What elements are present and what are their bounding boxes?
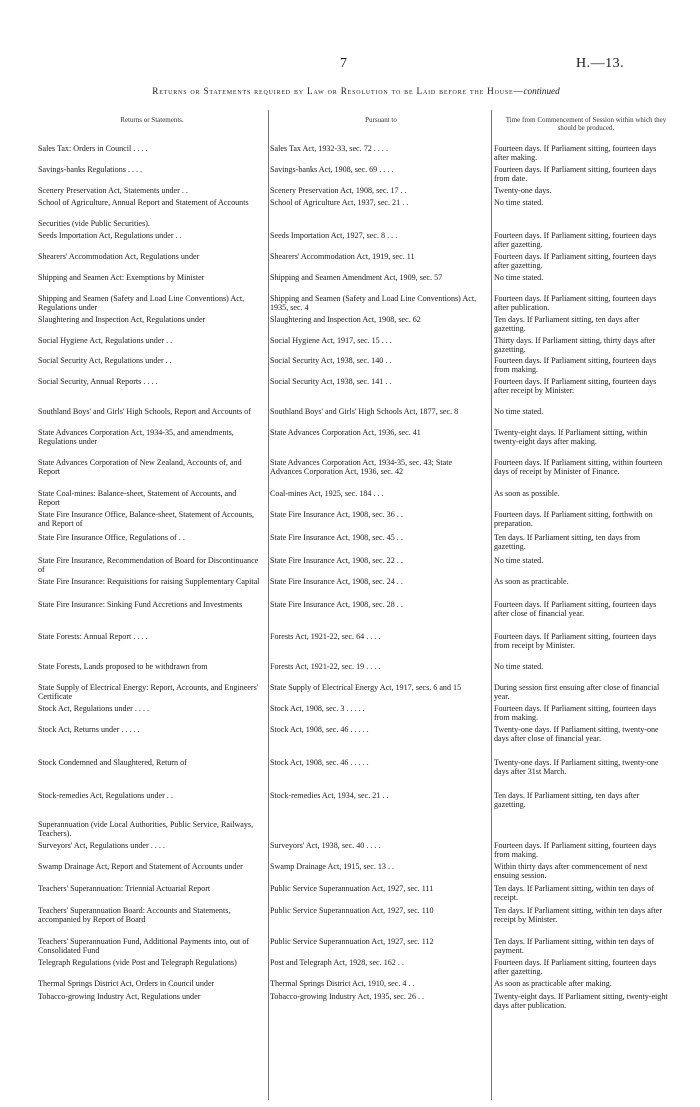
cell-pursuant-to: Public Service Superannuation Act, 1927, sec. 112 <box>270 937 434 947</box>
cell-time-limit: Fourteen days. If Parliament sitting, within fourteen days of receipt by Minister of Finance. <box>494 458 663 477</box>
cell-return: Thermal Springs District Act, Orders in Council under <box>38 979 215 989</box>
table-row <box>38 705 678 723</box>
cell-return: Southland Boys' and Girls' High Schools, Report and Accounts of <box>38 407 251 417</box>
cell-pursuant-to: Stock Act, 1908, sec. 46 . . . . . <box>270 725 369 735</box>
table-row <box>38 166 678 184</box>
cell-pursuant-to <box>266 821 488 839</box>
cell-pursuant-to <box>266 220 488 229</box>
table-row <box>38 232 678 250</box>
table-row <box>38 993 678 1021</box>
table-row <box>38 578 678 598</box>
cell-time-limit: Ten days. If Parliament sitting, ten days after gazetting. <box>494 314 640 333</box>
cell-pursuant-to: State Advances Corporation Act, 1936, sec. 41 <box>270 428 421 438</box>
title-continued: continued <box>523 86 560 96</box>
table-row <box>38 187 678 196</box>
cell-return: Stock Act, Regulations under . . . . <box>38 704 150 714</box>
table-row <box>38 220 678 229</box>
cell-return: Savings-banks Regulations . . . . <box>38 164 143 174</box>
cell-time-limit: Ten days. If Parliament sitting, within ten days of receipt. <box>494 884 654 903</box>
table-row <box>38 511 678 531</box>
table-row <box>38 490 678 508</box>
cell-return: Teachers' Superannuation: Triennial Actuarial Report <box>38 884 211 894</box>
cell-time-limit: Ten days. If Parliament sitting, within ten days after receipt by Minister. <box>494 906 663 925</box>
table-row <box>38 253 678 271</box>
cell-time-limit <box>488 220 676 229</box>
table-row <box>38 337 678 355</box>
table-row <box>38 842 678 860</box>
cell-time-limit: Fourteen days. If Parliament sitting, forthwith on preparation. <box>494 510 653 529</box>
cell-return: Securities (vide Public Securities). <box>38 218 150 228</box>
cell-time-limit <box>488 821 676 839</box>
cell-return: State Forests: Annual Report . . . . <box>38 632 148 642</box>
table-row <box>38 959 678 977</box>
table-row <box>38 357 678 375</box>
cell-return: Stock Act, Returns under . . . . . <box>38 725 140 735</box>
cell-pursuant-to: Stock Act, 1908, sec. 46 . . . . . <box>270 758 369 768</box>
cell-pursuant-to: Shipping and Seamen (Safety and Load Line Conventions) Act, 1935, sec. 4 <box>270 293 477 312</box>
cell-time-limit: Fourteen days. If Parliament sitting, fourteen days after making. <box>494 144 657 162</box>
cell-time-limit: Twenty-eight days. If Parliament sitting, twenty-eight days after publication. <box>494 992 668 1011</box>
cell-time-limit: No time stated. <box>494 197 544 207</box>
cell-pursuant-to: State Fire Insurance Act, 1908, sec. 22 . . <box>270 556 403 566</box>
table-row <box>38 378 678 405</box>
cell-time-limit: Twenty-one days. If Parliament sitting, twenty-one days after 31st March. <box>494 758 659 777</box>
cell-return: State Fire Insurance Office, Balance-sheet, Statement of Accounts, and Report of <box>38 510 255 529</box>
column-header-pursuant: Pursuant to <box>365 116 397 124</box>
table-row <box>38 938 678 956</box>
cell-time-limit: Thirty days. If Parliament sitting, thirty days after gazetting. <box>494 335 656 354</box>
cell-pursuant-to: State Fire Insurance Act, 1908, sec. 28 . . <box>270 600 403 610</box>
cell-pursuant-to: Swamp Drainage Act, 1915, sec. 13 . . <box>270 862 395 872</box>
cell-time-limit: Fourteen days. If Parliament sitting, fourteen days from receipt by Minister. <box>494 632 657 651</box>
cell-return: Shearers' Accommodation Act, Regulations under <box>38 251 200 261</box>
table-row <box>38 684 678 702</box>
cell-pursuant-to: Seeds Importation Act, 1927, sec. 8 . . . <box>270 230 398 240</box>
page-title: Returns or Statements required by Law or Resolution to be Laid before the House—continued <box>152 86 560 96</box>
cell-return: Social Security, Annual Reports . . . . <box>38 377 158 387</box>
cell-return: State Forests, Lands proposed to be withdrawn from <box>38 662 208 672</box>
cell-return: Shipping and Seamen (Safety and Load Line Conventions) Act, Regulations under <box>38 293 245 312</box>
table-row <box>38 429 678 456</box>
document-reference: H.—13. <box>576 56 625 71</box>
cell-pursuant-to: Tobacco-growing Industry Act, 1935, sec. 26 . . <box>270 992 425 1002</box>
table-row <box>38 759 678 789</box>
cell-time-limit: Fourteen days. If Parliament sitting, fourteen days from making. <box>494 356 657 375</box>
cell-time-limit: Fourteen days. If Parliament sitting, fourteen days after gazetting. <box>494 230 657 249</box>
cell-pursuant-to: Social Hygiene Act, 1917, sec. 15 . . . <box>270 335 392 345</box>
cell-return: Sales Tax: Orders in Council . . . . <box>38 144 148 153</box>
cell-return: State Fire Insurance Office, Regulations of . . <box>38 533 185 543</box>
cell-pursuant-to: State Fire Insurance Act, 1908, sec. 45 . . <box>270 533 403 543</box>
cell-return: Swamp Drainage Act, Report and Statement of Accounts under <box>38 862 243 872</box>
table-row <box>38 145 678 163</box>
table-row <box>38 907 678 935</box>
cell-return: State Fire Insurance: Sinking Fund Accretions and Investments <box>38 600 243 610</box>
cell-return: State Fire Insurance, Recommendation of Board for Discontinuance of <box>38 556 259 575</box>
cell-return: State Supply of Electrical Energy: Report, Accounts, and Engineers' Certificate <box>38 683 259 702</box>
cell-return: State Coal-mines: Balance-sheet, Statement of Accounts, and Report <box>38 489 237 508</box>
cell-pursuant-to: State Fire Insurance Act, 1908, sec. 36 . . <box>270 510 403 520</box>
cell-return: Stock-remedies Act, Regulations under . . <box>38 791 173 801</box>
table-row <box>38 295 678 313</box>
cell-return: Tobacco-growing Industry Act, Regulations under <box>38 992 201 1002</box>
cell-pursuant-to: Public Service Superannuation Act, 1927, sec. 110 <box>270 906 434 916</box>
cell-time-limit: Fourteen days. If Parliament sitting, fourteen days after gazetting. <box>494 251 657 270</box>
table-row <box>38 534 678 554</box>
title-text: Returns or Statements required by Law or Resolution to be Laid before the House <box>152 86 514 96</box>
cell-time-limit: No time stated. <box>494 407 544 417</box>
table-row <box>38 863 678 882</box>
table-row <box>38 274 678 292</box>
cell-return: Seeds Importation Act, Regulations under . . <box>38 230 182 240</box>
cell-pursuant-to: Post and Telegraph Act, 1928, sec. 162 . . <box>270 958 404 968</box>
table-row <box>38 792 678 818</box>
cell-return: Social Security Act, Regulations under . . <box>38 356 172 366</box>
cell-time-limit: Ten days. If Parliament sitting, within ten days of payment. <box>494 937 654 956</box>
cell-time-limit: Within thirty days after commencement of next ensuing session. <box>494 862 648 881</box>
cell-return: Teachers' Superannuation Fund, Additional Payments into, out of Consolidated Fund <box>38 937 250 956</box>
cell-time-limit: No time stated. <box>494 556 544 566</box>
cell-pursuant-to: Social Security Act, 1938, sec. 140 . . <box>270 356 392 366</box>
cell-time-limit: During session first ensuing after close of financial year. <box>494 683 660 702</box>
cell-time-limit: Fourteen days. If Parliament sitting, fourteen days from date. <box>494 164 657 183</box>
cell-time-limit: Fourteen days. If Parliament sitting, fourteen days after close of financial year. <box>494 600 657 619</box>
cell-pursuant-to: Sales Tax Act, 1932-33, sec. 72 . . . . <box>270 144 388 153</box>
table-row <box>38 726 678 756</box>
cell-return: Teachers' Superannuation Board: Accounts and Statements, accompanied by Report of Board <box>38 906 231 925</box>
table-row <box>38 663 678 681</box>
table-row <box>38 459 678 487</box>
cell-return: Social Hygiene Act, Regulations under . . <box>38 335 173 345</box>
table-row <box>38 885 678 904</box>
cell-time-limit: Fourteen days. If Parliament sitting, fourteen days after receipt by Minister. <box>494 377 657 396</box>
cell-time-limit: Fourteen days. If Parliament sitting, fourteen days after publication. <box>494 293 657 312</box>
table-row <box>38 199 678 217</box>
cell-pursuant-to: Coal-mines Act, 1925, sec. 184 . . . <box>270 489 384 499</box>
cell-pursuant-to: Southland Boys' and Girls' High Schools Act, 1877, sec. 8 <box>270 407 459 417</box>
cell-return: School of Agriculture, Annual Report and Statement of Accounts <box>38 197 249 207</box>
column-header-time: Time from Commencement of Session within which they should be produced. <box>505 116 667 132</box>
cell-return: Slaughtering and Inspection Act, Regulations under <box>38 314 206 324</box>
cell-pursuant-to: Scenery Preservation Act, 1908, sec. 17 . . <box>270 185 407 195</box>
cell-pursuant-to: Shipping and Seamen Amendment Act, 1909, sec. 57 <box>270 272 443 282</box>
cell-pursuant-to: Savings-banks Act, 1908, sec. 69 . . . . <box>270 164 394 174</box>
cell-time-limit: Fourteen days. If Parliament sitting, fourteen days after gazetting. <box>494 958 657 977</box>
cell-pursuant-to: Slaughtering and Inspection Act, 1908, sec. 62 <box>270 314 421 324</box>
cell-time-limit: As soon as practicable. <box>494 577 569 587</box>
cell-pursuant-to: Surveyors' Act, 1938, sec. 40 . . . . <box>270 841 381 851</box>
cell-pursuant-to: State Advances Corporation Act, 1934-35, sec. 43; State Advances Corporation Act, 1936, sec. 42 <box>270 458 453 477</box>
cell-pursuant-to: State Supply of Electrical Energy Act, 1917, secs. 6 and 15 <box>270 683 462 693</box>
cell-return: State Advances Corporation Act, 1934-35, and amendments, Regulations under <box>38 428 234 447</box>
cell-time-limit: Twenty-one days. If Parliament sitting, twenty-one days after close of financial year. <box>494 725 659 744</box>
page-number: 7 <box>340 56 347 71</box>
table-row <box>38 980 678 990</box>
table-row <box>38 821 678 839</box>
cell-return: Surveyors' Act, Regulations under . . . . <box>38 841 165 851</box>
table-row <box>38 601 678 630</box>
cell-return: State Advances Corporation of New Zealand, Accounts of, and Report <box>38 458 242 477</box>
cell-return: Stock Condemned and Slaughtered, Return of <box>38 758 187 768</box>
cell-return: Superannuation (vide Local Authorities, Public Service, Railways, Teachers). <box>38 820 254 839</box>
cell-time-limit: As soon as possible. <box>494 489 560 499</box>
cell-time-limit: Twenty-one days. <box>494 185 552 195</box>
table-row <box>38 633 678 660</box>
cell-time-limit: Ten days. If Parliament sitting, ten days from gazetting. <box>494 533 641 552</box>
cell-pursuant-to: Forests Act, 1921-22, sec. 19 . . . . <box>270 662 381 672</box>
table-row <box>38 408 678 426</box>
cell-pursuant-to: Public Service Superannuation Act, 1927, sec. 111 <box>270 884 434 894</box>
returns-table <box>38 145 678 1024</box>
cell-pursuant-to: Stock-remedies Act, 1934, sec. 21 . . <box>270 791 389 801</box>
cell-return: Shipping and Seamen Act: Exemptions by Minister <box>38 272 205 282</box>
cell-time-limit: Fourteen days. If Parliament sitting, fourteen days from making. <box>494 704 657 723</box>
table-row <box>38 557 678 575</box>
cell-return: Scenery Preservation Act, Statements under . . <box>38 185 188 195</box>
column-header-returns: Returns or Statements. <box>120 116 184 124</box>
cell-return: Telegraph Regulations (vide Post and Telegraph Regulations) <box>38 958 237 968</box>
cell-time-limit: Fourteen days. If Parliament sitting, fourteen days from making. <box>494 841 657 860</box>
cell-time-limit: No time stated. <box>494 662 544 672</box>
cell-pursuant-to: Social Security Act, 1938, sec. 141 . . <box>270 377 392 387</box>
cell-pursuant-to: Stock Act, 1908, sec. 3 . . . . . <box>270 704 365 714</box>
cell-time-limit: Ten days. If Parliament sitting, ten days after gazetting. <box>494 791 640 810</box>
cell-pursuant-to: School of Agriculture Act, 1937, sec. 21 . . <box>270 197 409 207</box>
cell-time-limit: Twenty-eight days. If Parliament sitting, within twenty-eight days after making. <box>494 428 648 447</box>
cell-time-limit: As soon as practicable after making. <box>494 979 612 989</box>
cell-time-limit: No time stated. <box>494 272 544 282</box>
cell-pursuant-to: Forests Act, 1921-22, sec. 64 . . . . <box>270 632 381 642</box>
cell-pursuant-to: Thermal Springs District Act, 1910, sec. 4 . . <box>270 979 415 989</box>
cell-return: State Fire Insurance: Requisitions for raising Supplementary Capital <box>38 577 260 587</box>
table-row <box>38 316 678 334</box>
cell-pursuant-to: Shearers' Accommodation Act, 1919, sec. 11 <box>270 251 415 261</box>
cell-pursuant-to: State Fire Insurance Act, 1908, sec. 24 . . <box>270 577 403 587</box>
